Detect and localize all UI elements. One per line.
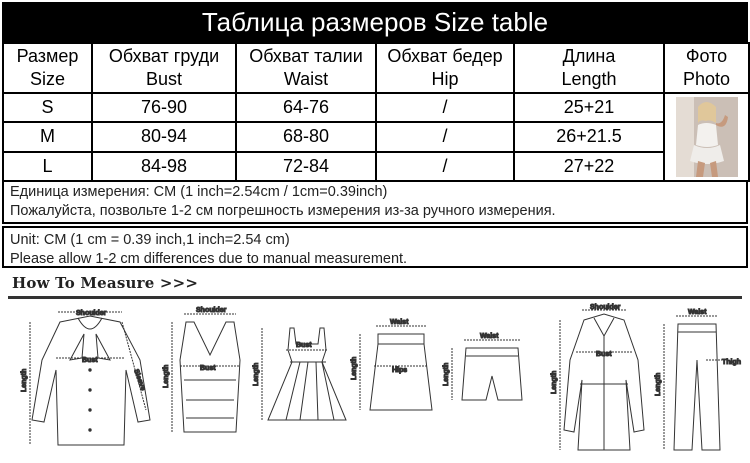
photo-cell [664,93,749,181]
label-shoulder-2: Shoulder [196,307,227,314]
label-thigh: Thigh [722,359,742,366]
table-row [3,152,749,181]
title-text: Таблица размеров Size table [201,6,549,37]
label-length-3: Length [253,362,260,386]
size-table-title [2,2,748,42]
cell-waist: 64-76 [236,93,376,122]
label-shoulder-1: Shoulder [76,310,107,317]
table-row [3,122,749,151]
header-length: Длина Length [514,43,664,93]
cell-length: 25+21 [514,93,664,122]
label-length-1: Length [21,368,28,392]
table-header-row [3,43,749,93]
cell-waist: 72-84 [236,152,376,181]
label-length-6: Length [551,370,558,394]
table-row [3,93,749,122]
cell-bust: 84-98 [92,152,236,181]
label-waist-7: Waist [688,309,707,316]
cell-size: M [3,122,92,151]
note-english [2,226,748,268]
cell-hip: / [376,152,514,181]
measure-diagrams [0,300,750,463]
label-length-2: Length [163,364,170,388]
cell-size: S [3,93,92,122]
label-waist-4: Waist [390,319,409,326]
header-photo: Фото Photo [664,43,749,93]
cell-size: L [3,152,92,181]
label-length-7: Length [655,372,662,396]
note-russian [2,180,748,224]
label-bust-1: Bust [82,357,98,364]
header-waist: Обхват талии Waist [236,43,376,93]
label-shoulder-6: Shoulder [590,304,621,311]
header-size: Размер Size [3,43,92,93]
size-table [2,42,750,182]
note-ru-tolerance: Пожалуйста, позвольте 1-2 см погрешность измерения из-за ручного измерения. [10,203,556,219]
note-en-unit: Unit: CM (1 cm = 0.39 inch,1 inch=2.54 cm) [10,232,290,248]
header-bust: Обхват груди Bust [92,43,236,93]
cell-length: 26+21.5 [514,122,664,151]
cell-hip: / [376,122,514,151]
label-length-5: Length [443,362,450,386]
label-length-4: Length [351,356,358,380]
label-waist-5: Waist [480,333,499,340]
header-hip: Обхват бедер Hip [376,43,514,93]
cell-waist: 68-80 [236,122,376,151]
label-bust-6: Bust [596,351,612,358]
how-to-measure-heading: How To Measure >>> [12,274,199,292]
shorts-diagram [452,340,522,400]
cell-length: 27+22 [514,152,664,181]
cell-bust: 80-94 [92,122,236,151]
tank-top-diagram [172,314,240,432]
section-divider [8,296,742,299]
label-bust-2: Bust [200,365,216,372]
cell-bust: 76-90 [92,93,236,122]
coat-diagram [560,310,644,450]
blouse-diagram [30,312,150,445]
label-hips-4: Hips [392,367,408,374]
product-photo [676,97,738,177]
note-ru-unit: Единица измерения: CM (1 inch=2.54cm / 1cm=0.39inch) [10,184,388,200]
label-bust-3: Bust [296,342,312,349]
trousers-diagram [664,316,722,450]
cell-hip: / [376,93,514,122]
label-sleeve: Sleeve [132,368,147,392]
note-en-tolerance: Please allow 1-2 cm differences due to manual measurement. [10,251,408,267]
